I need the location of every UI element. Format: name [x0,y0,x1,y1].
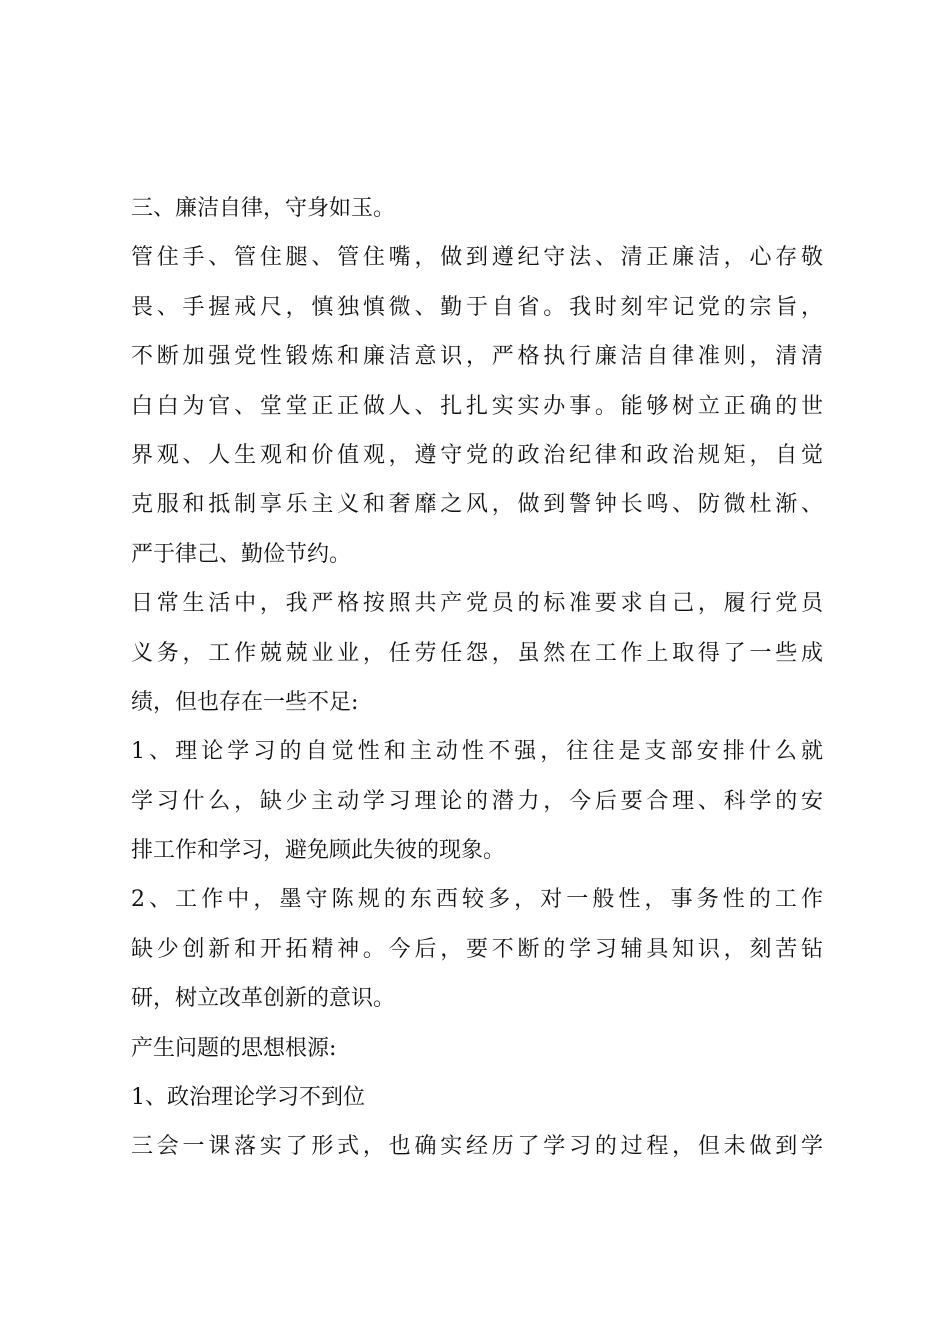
paragraph-line: 界观、人生观和价值观，遵守党的政治纪律和政治规矩，自觉 [131,442,823,468]
paragraph-line: 克服和抵制享乐主义和奢靡之风，做到警钟长鸣、防微杜渐、 [131,492,823,518]
paragraph-line: 日常生活中，我严格按照共产党员的标准要求自己，履行党员 [131,591,823,617]
list-item-line: 排工作和学习，避免顾此失彼的现象。 [131,838,506,864]
list-item-line: 研，树立改革创新的意识。 [131,986,396,1012]
paragraph-line: 不断加强党性锻炼和廉洁意识，严格执行廉洁自律准则，清清 [131,344,823,370]
paragraph-line: 三会一课落实了形式，也确实经历了学习的过程，但未做到学 [131,1134,823,1160]
list-item-line: 缺少创新和开拓精神。今后，要不断的学习辅具知识，刻苦钻 [131,936,823,962]
list-item-line: 2、工作中，墨守陈规的东西较多，对一般性，事务性的工作 [131,887,823,913]
paragraph-line: 绩，但也存在一些不足: [131,689,359,715]
paragraph-line: 义务，工作兢兢业业，任劳任怨，虽然在工作上取得了一些成 [131,640,823,666]
section-heading: 三、廉洁自律，守身如玉。 [131,196,396,221]
paragraph-line: 严于律己、勤俭节约。 [131,541,352,567]
paragraph-line: 白白为官、堂堂正正做人、扎扎实实办事。能够树立正确的世 [131,393,823,419]
subheading-line: 产生问题的思想根源: [131,1035,337,1061]
list-item-line: 学习什么，缺少主动学习理论的潜力，今后要合理、科学的安 [131,788,823,814]
list-item-line: 1、政治理论学习不到位 [131,1085,365,1111]
document-body [131,184,823,1172]
paragraph-line: 管住手、管住腿、管住嘴，做到遵纪守法、清正廉洁，心存敬 [131,245,823,271]
list-item-line: 1、理论学习的自觉性和主动性不强，往往是支部安排什么就 [131,739,823,765]
paragraph-line: 畏、手握戒尺，慎独慎微、勤于自省。我时刻牢记党的宗旨， [131,294,823,320]
